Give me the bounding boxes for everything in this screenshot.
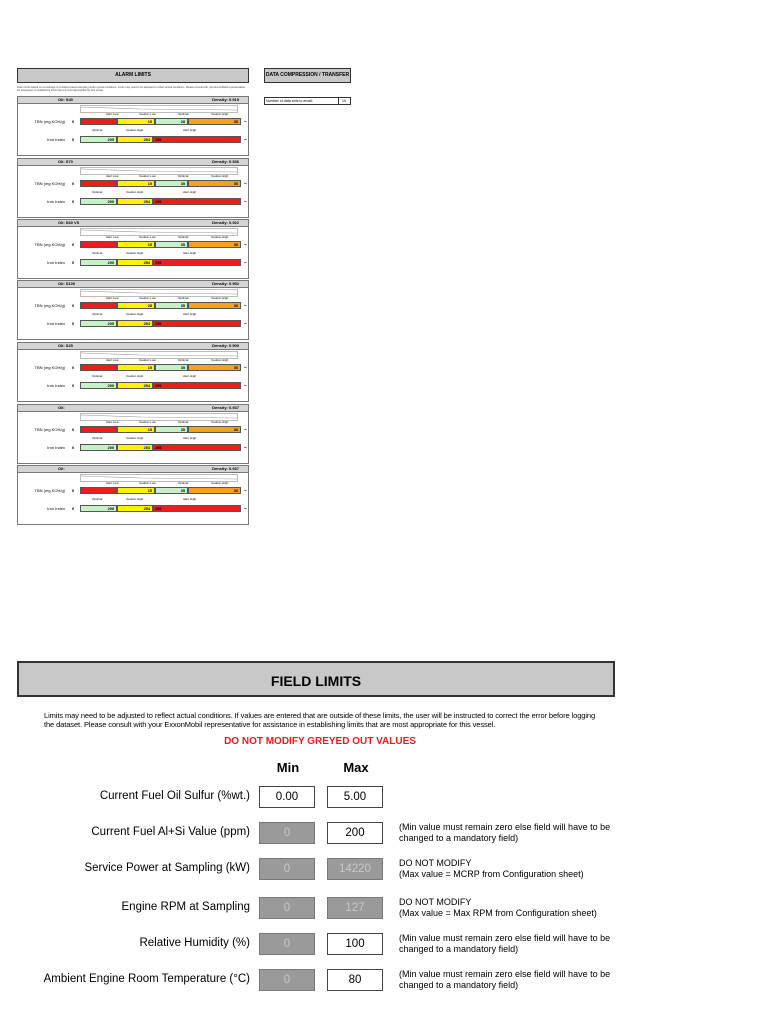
tbn-zone-bar: 28 (155, 118, 188, 125)
iron-row-label: Iron Index (47, 137, 65, 142)
iron-zone-bar: 254 (117, 320, 153, 327)
tbn-zone-bar (80, 487, 117, 494)
iron-zone-label: Optimal (92, 251, 103, 255)
iron-row-label: Iron Index (47, 506, 65, 511)
tbn-zone-label: Caution High (211, 420, 229, 424)
iron-zone-bar: 200 (80, 198, 117, 205)
tbn-zone-label: Optimal (178, 174, 189, 178)
tbn-end-mark: – (244, 119, 247, 125)
oil-density: Density: 0.909 (212, 343, 239, 348)
tbn-zone-bar: 35 (188, 118, 241, 125)
oil-name: Oil: S70 (58, 159, 73, 164)
min-column-header: Min (276, 760, 300, 775)
iron-zone-label: Optimal (92, 190, 103, 194)
tbn-zero: 0 (71, 303, 75, 308)
tbn-zone-label: Caution High (211, 112, 229, 116)
iron-end-mark: – (244, 445, 247, 451)
tbn-row-label: TBN (mg KOH/g) (34, 303, 65, 308)
tbn-zone-label: Caution Low (139, 235, 156, 239)
iron-zone-bar: 200 (80, 382, 117, 389)
iron-zone-bar: 200 (80, 444, 117, 451)
tbn-zone-labels (80, 235, 240, 240)
max-input-engine-rpm-at-sampling: 127 (327, 897, 383, 919)
tbn-zone-label: Caution High (211, 235, 229, 239)
tbn-zone-label: Caution High (211, 358, 229, 362)
iron-zone-label: Caution High (126, 251, 144, 255)
field-comment: (Min value must remain zero else field will have to be changed to a mandatory field) (399, 969, 611, 990)
iron-zone-label: Alert High (183, 312, 197, 316)
iron-zone-bar: 254 (117, 505, 153, 512)
tbn-zone-label: Caution Low (139, 296, 156, 300)
alarm-block-title (18, 466, 248, 473)
iron-end-mark: – (244, 260, 247, 266)
tbn-zero: 0 (71, 242, 75, 247)
tbn-zone-bar: 15 (117, 241, 155, 248)
tbn-zone-label: Alert Low (106, 358, 119, 362)
tbn-zone-label: Alert Low (106, 174, 119, 178)
iron-row-label: Iron Index (47, 445, 65, 450)
tbn-zone-label: Caution Low (139, 112, 156, 116)
oil-density: Density: 0.922 (212, 220, 239, 225)
alarm-limits-header: ALARM LIMITS (17, 68, 249, 83)
max-input-current-fuel-oil-sulfur-wt[interactable]: 5.00 (327, 786, 383, 808)
field-label-current-fuel-al-si-value-ppm: Current Fuel Al+Si Value (ppm) (91, 826, 250, 838)
tbn-zone-labels (80, 420, 240, 425)
iron-zone-bar: 254 (117, 136, 153, 143)
iron-zone-labels (80, 251, 240, 256)
tbn-zone-label: Alert Low (106, 235, 119, 239)
tbn-zero: 0 (71, 181, 75, 186)
iron-row-label: Iron Index (47, 383, 65, 388)
field-comment: DO NOT MODIFY (Max value = MCRP from Configuration sheet) (399, 858, 584, 879)
tbn-zone-label: Optimal (178, 420, 189, 424)
iron-end-mark: – (244, 383, 247, 389)
alarm-block (17, 280, 249, 340)
tbn-zone-label: Optimal (178, 358, 189, 362)
iron-zone-label: Optimal (92, 128, 103, 132)
iron-row-label: Iron Index (47, 260, 65, 265)
tbn-zone-label: Optimal (178, 481, 189, 485)
iron-row-label: Iron Index (47, 321, 65, 326)
tbn-zone-labels (80, 358, 240, 363)
greyed-warning: DO NOT MODIFY GREYED OUT VALUES (224, 736, 416, 747)
max-column-header: Max (343, 760, 369, 775)
alarm-block (17, 158, 249, 218)
iron-zone-bar: 254 (117, 259, 153, 266)
iron-zero: 0 (71, 321, 75, 326)
email-datasets-field[interactable] (264, 97, 351, 105)
tbn-zone-label: Alert Low (106, 112, 119, 116)
tbn-zone-label: Alert Low (106, 420, 119, 424)
iron-zone-label: Alert High (183, 374, 197, 378)
iron-zone-label: Alert High (183, 497, 197, 501)
oil-name: Oil: S100 (58, 281, 76, 286)
iron-zone-bar: 254 (117, 198, 153, 205)
tbn-row-label: TBN (mg KOH/g) (34, 427, 65, 432)
oil-density: Density: 0.937 (212, 405, 239, 410)
alarm-block (17, 219, 249, 279)
email-datasets-value[interactable]: 10 (338, 98, 349, 104)
iron-zone-label: Caution High (126, 497, 144, 501)
tbn-end-mark: – (244, 242, 247, 248)
iron-zero: 0 (71, 506, 75, 511)
field-label-engine-rpm-at-sampling: Engine RPM at Sampling (121, 901, 250, 913)
iron-zone-bar: 255 (153, 505, 241, 512)
min-input-engine-rpm-at-sampling: 0 (259, 897, 315, 919)
tbn-zone-bar: 36 (188, 241, 241, 248)
iron-zone-bar: 255 (153, 136, 241, 143)
alarm-block-title (18, 97, 248, 104)
tbn-zone-label: Alert Low (106, 296, 119, 300)
tbn-end-mark: – (244, 488, 247, 494)
iron-zero: 0 (71, 383, 75, 388)
iron-zone-bar: 254 (117, 382, 153, 389)
tbn-zone-bar (80, 302, 117, 309)
alarm-block-title (18, 281, 248, 288)
iron-end-mark: – (244, 506, 247, 512)
iron-end-mark: – (244, 199, 247, 205)
iron-zone-label: Optimal (92, 374, 103, 378)
oil-name: Oil: S25 (58, 343, 73, 348)
iron-zone-bar: 255 (153, 259, 241, 266)
iron-zone-label: Alert High (183, 128, 197, 132)
field-label-current-fuel-oil-sulfur-wt: Current Fuel Oil Sulfur (%wt.) (99, 790, 250, 802)
tbn-zone-bar (80, 364, 117, 371)
tbn-end-mark: – (244, 181, 247, 187)
oil-density: Density: 0.937 (212, 466, 239, 471)
tbn-zone-bar: 35 (155, 241, 188, 248)
tbn-zone-label: Caution Low (139, 174, 156, 178)
iron-zone-bar: 255 (153, 320, 241, 327)
tbn-zone-bar: 28 (117, 302, 155, 309)
tbn-row-label: TBN (mg KOH/g) (34, 181, 65, 186)
iron-zone-label: Caution High (126, 190, 144, 194)
oil-density: Density: 0.952 (212, 281, 239, 286)
alarm-limits-note: Alarm limits based on an average of condition-based sampling under typical conditions. Limits may need to be adjusted to reflect actual conditions. Please consult with your ExxonMobil representative for assistance in establishing limits that are most appropriate for this vessel. (17, 86, 246, 93)
iron-zone-label: Caution High (126, 312, 144, 316)
field-limits-header: FIELD LIMITS (17, 661, 615, 697)
iron-end-mark: – (244, 137, 247, 143)
tbn-zone-bar (80, 180, 117, 187)
iron-zone-bar: 200 (80, 259, 117, 266)
iron-zero: 0 (71, 137, 75, 142)
oil-density: Density: 0.919 (212, 97, 239, 102)
iron-zone-bar: 254 (117, 444, 153, 451)
min-input-current-fuel-al-si-value-ppm: 0 (259, 822, 315, 844)
alarm-block (17, 96, 249, 156)
alarm-block (17, 342, 249, 402)
tbn-zone-label: Caution High (211, 296, 229, 300)
iron-zone-label: Alert High (183, 436, 197, 440)
email-datasets-label: Number of data sets to email: (266, 99, 313, 103)
iron-zone-labels (80, 497, 240, 502)
max-input-service-power-at-sampling-kw: 14220 (327, 858, 383, 880)
tbn-zone-bar: 35 (155, 302, 188, 309)
alarm-block-title (18, 159, 248, 166)
tbn-zone-labels (80, 174, 240, 179)
iron-zone-label: Optimal (92, 312, 103, 316)
tbn-row-label: TBN (mg KOH/g) (34, 488, 65, 493)
tbn-end-mark: – (244, 303, 247, 309)
iron-row-label: Iron Index (47, 199, 65, 204)
iron-zone-bar: 200 (80, 505, 117, 512)
data-compression-header: DATA COMPRESSION / TRANSFER (264, 68, 351, 83)
iron-zone-label: Caution High (126, 374, 144, 378)
oil-name: Oil: (58, 466, 65, 471)
tbn-zone-labels (80, 296, 240, 301)
iron-zone-bar: 200 (80, 320, 117, 327)
tbn-zone-bar (80, 118, 117, 125)
tbn-zone-bar: 36 (188, 426, 241, 433)
iron-zone-bar: 255 (153, 382, 241, 389)
tbn-zone-bar: 36 (188, 302, 241, 309)
iron-zone-label: Caution High (126, 436, 144, 440)
alarm-block (17, 465, 249, 525)
tbn-zone-bar: 36 (188, 487, 241, 494)
tbn-end-mark: – (244, 427, 247, 433)
tbn-zone-bar: 15 (117, 364, 155, 371)
iron-zero: 0 (71, 199, 75, 204)
oil-name: Oil: S60 VS (58, 220, 80, 225)
field-label-service-power-at-sampling-kw: Service Power at Sampling (kW) (84, 862, 250, 874)
field-comment: (Min value must remain zero else field will have to be changed to a mandatory field) (399, 933, 611, 954)
iron-zone-label: Optimal (92, 436, 103, 440)
alarm-block (17, 404, 249, 464)
tbn-zone-bar: 35 (155, 487, 188, 494)
tbn-zone-bar: 36 (188, 364, 241, 371)
max-input-ambient-engine-room-temperature-c[interactable]: 80 (327, 969, 383, 991)
oil-density: Density: 0.936 (212, 159, 239, 164)
tbn-zone-bar (80, 241, 117, 248)
tbn-row-label: TBN (mg KOH/g) (34, 365, 65, 370)
alarm-block-title (18, 220, 248, 227)
tbn-zone-label: Optimal (178, 235, 189, 239)
alarm-block-title (18, 405, 248, 412)
iron-end-mark: – (244, 321, 247, 327)
iron-zone-label: Alert High (183, 251, 197, 255)
tbn-zone-bar: 35 (155, 180, 188, 187)
tbn-end-mark: – (244, 365, 247, 371)
tbn-zone-bar: 15 (117, 487, 155, 494)
tbn-zone-labels (80, 481, 240, 486)
tbn-row-label: TBN (mg KOH/g) (34, 119, 65, 124)
iron-zone-labels (80, 374, 240, 379)
iron-zone-labels (80, 128, 240, 133)
iron-zone-label: Optimal (92, 497, 103, 501)
tbn-zone-label: Caution High (211, 174, 229, 178)
tbn-zone-bar: 35 (155, 364, 188, 371)
tbn-row-label: TBN (mg KOH/g) (34, 242, 65, 247)
field-comment: (Min value must remain zero else field will have to be changed to a mandatory field) (399, 822, 611, 843)
tbn-zone-bar: 36 (188, 180, 241, 187)
alarm-block-title (18, 343, 248, 350)
field-label-relative-humidity: Relative Humidity (%) (139, 937, 250, 949)
max-input-relative-humidity[interactable]: 100 (327, 933, 383, 955)
field-label-ambient-engine-room-temperature-c: Ambient Engine Room Temperature (°C) (43, 973, 250, 985)
tbn-zone-bar: 35 (155, 426, 188, 433)
tbn-zone-bar: 15 (117, 180, 155, 187)
iron-zone-bar: 255 (153, 198, 241, 205)
field-comment: DO NOT MODIFY (Max value = Max RPM from Configuration sheet) (399, 897, 597, 918)
iron-zone-bar: 255 (153, 444, 241, 451)
min-input-current-fuel-oil-sulfur-wt[interactable]: 0.00 (259, 786, 315, 808)
iron-zone-labels (80, 190, 240, 195)
oil-name: Oil: (58, 405, 65, 410)
iron-zone-labels (80, 436, 240, 441)
iron-zero: 0 (71, 260, 75, 265)
max-input-current-fuel-al-si-value-ppm[interactable]: 200 (327, 822, 383, 844)
min-input-ambient-engine-room-temperature-c: 0 (259, 969, 315, 991)
tbn-zone-labels (80, 112, 240, 117)
iron-zone-label: Alert High (183, 190, 197, 194)
min-input-relative-humidity: 0 (259, 933, 315, 955)
tbn-zero: 0 (71, 119, 75, 124)
tbn-zone-label: Optimal (178, 112, 189, 116)
tbn-zone-bar (80, 426, 117, 433)
tbn-zone-bar: 15 (117, 118, 155, 125)
tbn-zone-label: Caution Low (139, 481, 156, 485)
iron-zone-label: Caution High (126, 128, 144, 132)
field-limits-note: Limits may need to be adjusted to reflect actual conditions. If values are entered that are outside of these limits, the user will be instructed to correct the error before logging the dataset. Please consult with your ExxonMobil representative for assistance in establishing limits that are most appropriate for this vessel. (44, 711, 596, 729)
tbn-zero: 0 (71, 365, 75, 370)
tbn-zero: 0 (71, 488, 75, 493)
tbn-zone-label: Caution High (211, 481, 229, 485)
oil-name: Oil: S40 (58, 97, 73, 102)
tbn-zone-label: Alert Low (106, 481, 119, 485)
tbn-zone-label: Optimal (178, 296, 189, 300)
tbn-zone-bar: 15 (117, 426, 155, 433)
tbn-zone-label: Caution Low (139, 358, 156, 362)
iron-zone-bar: 200 (80, 136, 117, 143)
iron-zone-labels (80, 312, 240, 317)
tbn-zero: 0 (71, 427, 75, 432)
iron-zero: 0 (71, 445, 75, 450)
min-input-service-power-at-sampling-kw: 0 (259, 858, 315, 880)
tbn-zone-label: Caution Low (139, 420, 156, 424)
